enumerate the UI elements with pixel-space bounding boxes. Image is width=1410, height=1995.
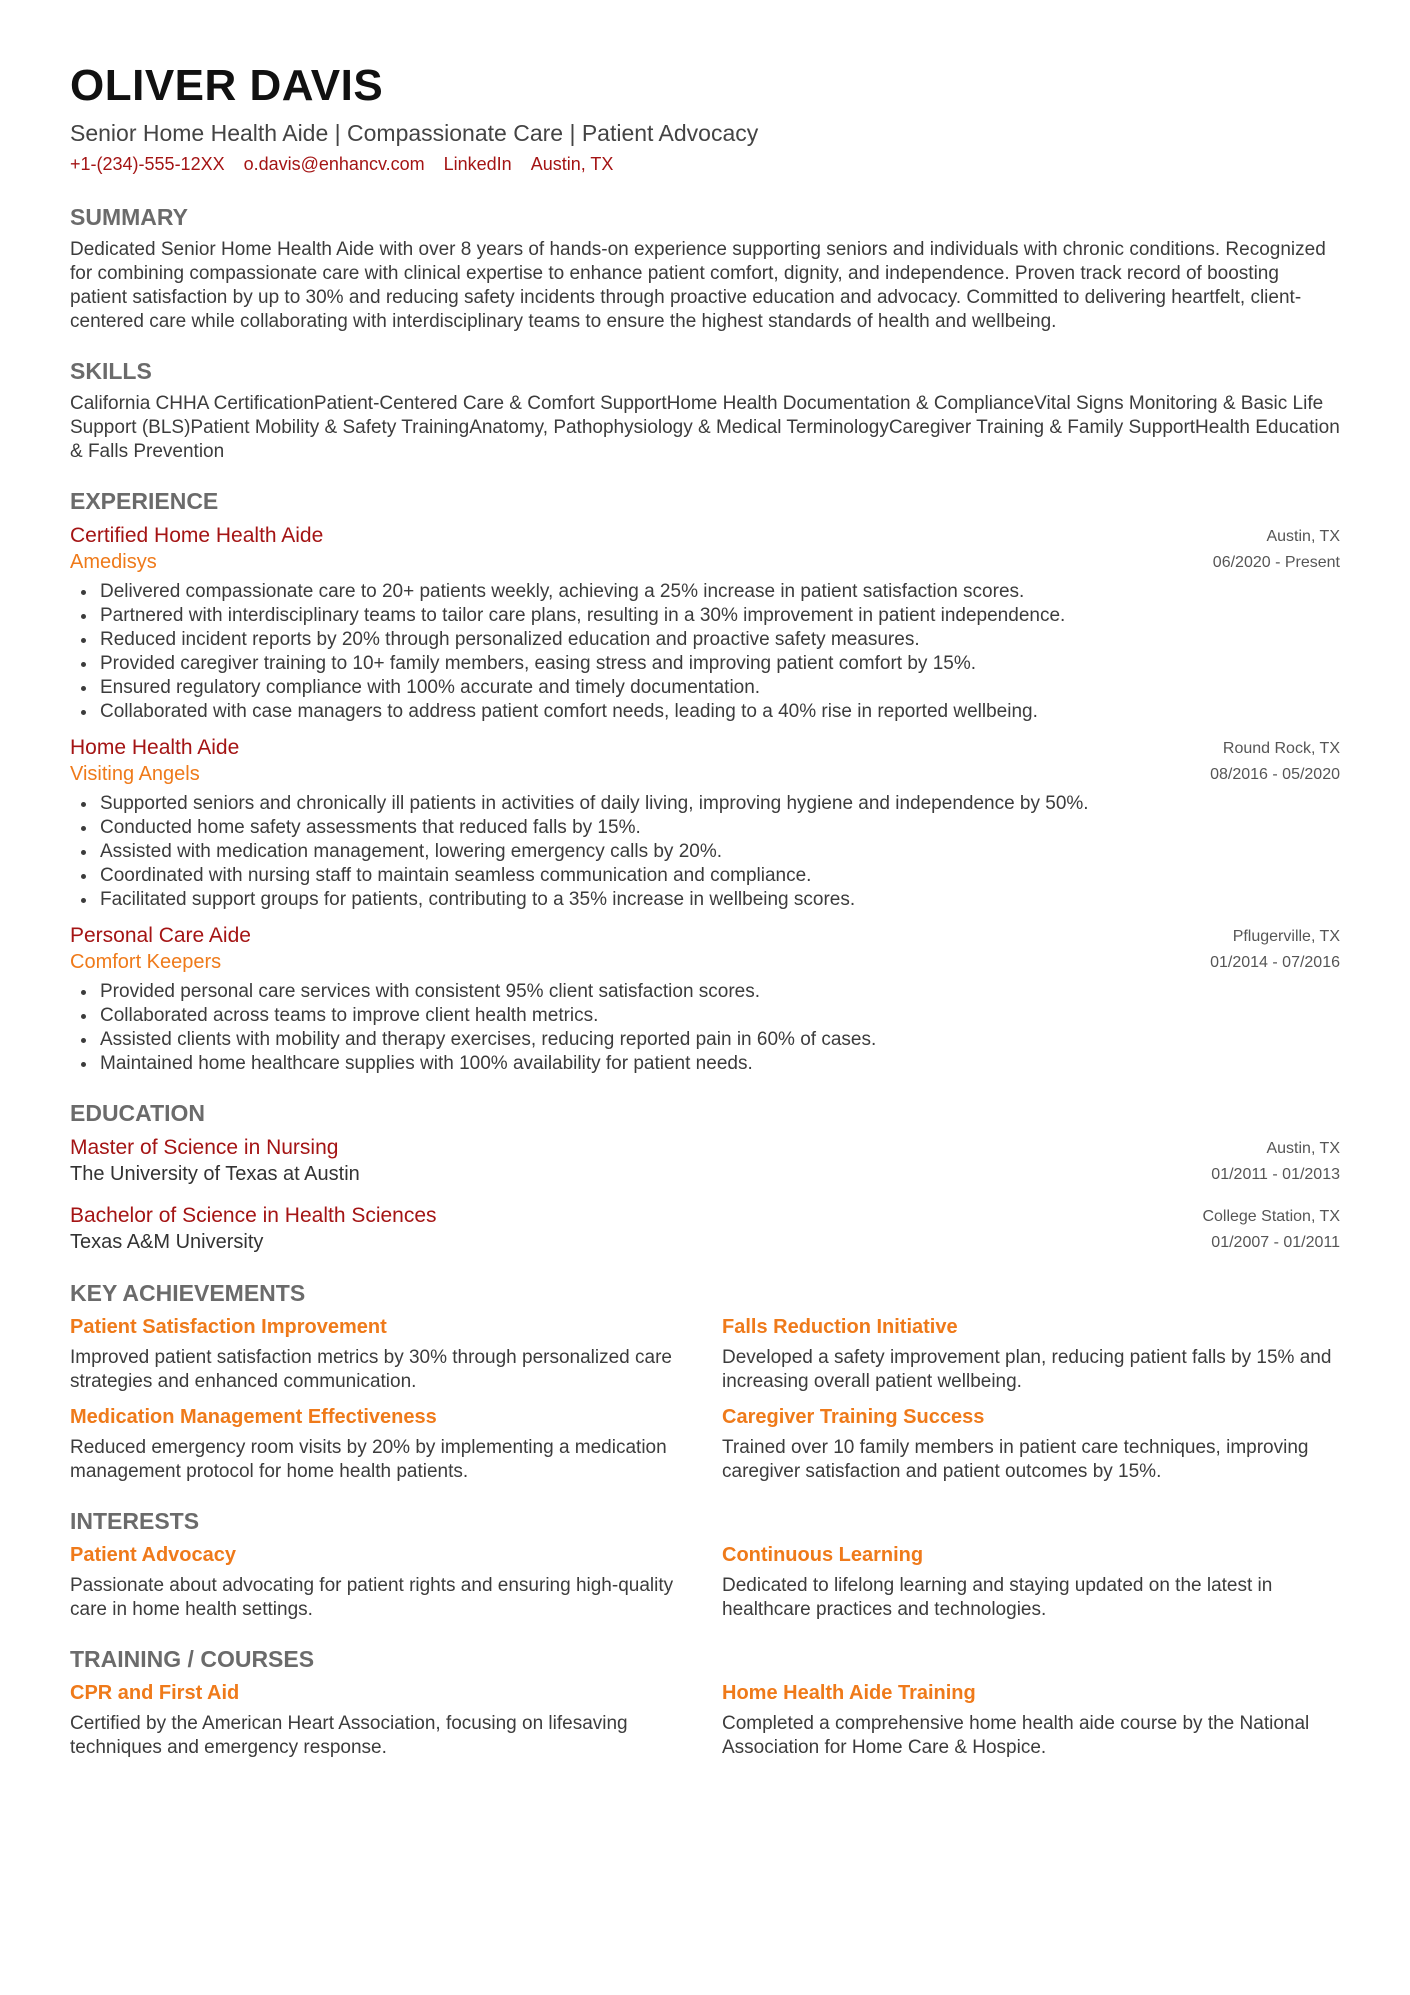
section-title-skills: SKILLS — [70, 358, 152, 384]
list-item: • Delivered compassionate care to 20+ patients weekly, achieving a 25% increase in patient satisfaction scores. — [98, 580, 1340, 604]
job-location: Round Rock, TX — [1222, 740, 1340, 757]
education-dates: 01/2007 - 01/2011 — [1211, 1234, 1340, 1251]
contact-line — [70, 152, 1340, 176]
job-location: Austin, TX — [1266, 528, 1340, 545]
job-dates: 01/2014 - 07/2016 — [1210, 954, 1340, 971]
training-title: Home Health Aide Training — [722, 1682, 976, 1704]
job-company: Amedisys — [70, 551, 157, 573]
skills-section — [70, 356, 1340, 464]
resume-header — [70, 60, 1340, 176]
experience-section — [70, 486, 1340, 1076]
job-dates: 08/2016 - 05/2020 — [1210, 766, 1340, 783]
achievement-text: Improved patient satisfaction metrics by 30% through personalized care strategies and enhanced communication. — [70, 1347, 672, 1392]
candidate-name: OLIVER DAVIS — [70, 61, 384, 110]
list-item: • Maintained home healthcare supplies with 100% availability for patient needs. — [98, 1052, 1340, 1076]
experience-entry — [70, 922, 1340, 976]
interest-text: Passionate about advocating for patient rights and ensuring high-quality care in home health settings. — [70, 1575, 674, 1620]
job-company: Visiting Angels — [70, 763, 200, 785]
section-title-education: EDUCATION — [70, 1100, 206, 1126]
job-role: Personal Care Aide — [70, 924, 251, 947]
achievement-title: Patient Satisfaction Improvement — [70, 1316, 387, 1338]
list-item: • Collaborated with case managers to address patient comfort needs, leading to a 40% rise in reported wellbeing. — [98, 700, 1340, 724]
experience-entry — [70, 522, 1340, 576]
achievement-title: Medication Management Effectiveness — [70, 1406, 437, 1428]
section-title-achievements: KEY ACHIEVEMENTS — [70, 1280, 306, 1306]
linkedin-link[interactable]: LinkedIn — [443, 154, 512, 174]
job-dates: 06/2020 - Present — [1212, 554, 1340, 571]
list-item: • Facilitated support groups for patients, contributing to a 35% increase in wellbeing scores. — [98, 888, 1340, 912]
list-item: • Supported seniors and chronically ill patients in activities of daily living, improving hygiene and independence by 50%. — [98, 792, 1340, 816]
degree-title: Master of Science in Nursing — [70, 1136, 339, 1159]
achievements-section — [70, 1278, 1340, 1484]
job-bullets — [70, 792, 1340, 912]
degree-title: Bachelor of Science in Health Sciences — [70, 1204, 437, 1227]
achievement-title: Falls Reduction Initiative — [722, 1316, 958, 1338]
job-role: Certified Home Health Aide — [70, 524, 324, 547]
achievement-card — [722, 1404, 1340, 1484]
interests-section — [70, 1506, 1340, 1622]
section-title-training: TRAINING / COURSES — [70, 1646, 315, 1672]
list-item: • Conducted home safety assessments that reduced falls by 15%. — [98, 816, 1340, 840]
school-name: Texas A&M University — [70, 1231, 264, 1253]
section-title-summary: SUMMARY — [70, 204, 188, 230]
education-location: Austin, TX — [1266, 1140, 1340, 1157]
interest-title: Patient Advocacy — [70, 1544, 236, 1566]
achievement-text: Reduced emergency room visits by 20% by implementing a medication management protocol for home health patients. — [70, 1437, 667, 1482]
interest-text: Dedicated to lifelong learning and staying updated on the latest in healthcare practices and technologies. — [722, 1575, 1273, 1620]
school-name: The University of Texas at Austin — [70, 1163, 360, 1185]
achievement-card — [70, 1314, 688, 1394]
education-location: College Station, TX — [1202, 1208, 1340, 1225]
interest-card — [70, 1542, 688, 1622]
training-title: CPR and First Aid — [70, 1682, 240, 1704]
list-item: • Ensured regulatory compliance with 100% accurate and timely documentation. — [98, 676, 1340, 700]
summary-text: Dedicated Senior Home Health Aide with over 8 years of hands-on experience supporting seniors and individuals with chronic conditions. Recognized for combining compassionate care with clinical expertise to enhance patient comfort, dignity, and independence. Proven track record of boosting patient satisfaction by up to 30% and reducing safety incidents through proactive education and advocacy. Committed to delivering heartfelt, client-centered care while collaborating with interdisciplinary teams to ensure the highest standards of health and wellbeing. — [70, 239, 1326, 332]
training-card — [722, 1680, 1340, 1760]
list-item: • Coordinated with nursing staff to maintain seamless communication and compliance. — [98, 864, 1340, 888]
achievement-text: Developed a safety improvement plan, reducing patient falls by 15% and increasing overall patient wellbeing. — [722, 1347, 1332, 1392]
job-bullets — [70, 980, 1340, 1076]
section-title-interests: INTERESTS — [70, 1508, 200, 1534]
list-item: • Provided caregiver training to 10+ family members, easing stress and improving patient comfort by 15%. — [98, 652, 1340, 676]
education-section — [70, 1098, 1340, 1256]
education-entry — [70, 1202, 1340, 1256]
location-text: Austin, TX — [530, 154, 614, 174]
email-link[interactable]: o.davis@enhancv.com — [243, 154, 425, 174]
list-item: • Collaborated across teams to improve client health metrics. — [98, 1004, 1340, 1028]
job-location: Pflugerville, TX — [1232, 928, 1340, 945]
experience-entry — [70, 734, 1340, 788]
interest-card — [722, 1542, 1340, 1622]
phone-link[interactable]: +1-(234)-555-12XX — [70, 154, 225, 174]
education-dates: 01/2011 - 01/2013 — [1211, 1166, 1340, 1183]
headline: Senior Home Health Aide | Compassionate Care | Patient Advocacy — [70, 120, 759, 146]
list-item: • Reduced incident reports by 20% through personalized education and proactive safety measures. — [98, 628, 1340, 652]
job-role: Home Health Aide — [70, 736, 240, 759]
education-entry — [70, 1134, 1340, 1188]
job-company: Comfort Keepers — [70, 951, 222, 973]
achievement-card — [70, 1404, 688, 1484]
achievement-card — [722, 1314, 1340, 1394]
training-text: Certified by the American Heart Association, focusing on lifesaving techniques and emergency response. — [70, 1713, 628, 1758]
list-item: • Provided personal care services with consistent 95% client satisfaction scores. — [98, 980, 1340, 1004]
list-item: • Assisted with medication management, lowering emergency calls by 20%. — [98, 840, 1340, 864]
summary-section — [70, 202, 1340, 334]
skills-text: California CHHA CertificationPatient-Centered Care & Comfort SupportHome Health Documentation & ComplianceVital Signs Monitoring & Basic Life Support (BLS)Patient Mobility & Safety TrainingAnatomy, Pathophysiology & Medical TerminologyCaregiver Training & Family SupportHealth Education & Falls Prevention — [70, 393, 1340, 462]
list-item: • Partnered with interdisciplinary teams to tailor care plans, resulting in a 30% improvement in patient independence. — [98, 604, 1340, 628]
achievement-text: Trained over 10 family members in patient care techniques, improving caregiver satisfaction and patient outcomes by 15%. — [722, 1437, 1309, 1482]
training-text: Completed a comprehensive home health aide course by the National Association for Home Care & Hospice. — [722, 1713, 1310, 1758]
section-title-experience: EXPERIENCE — [70, 488, 219, 514]
achievement-title: Caregiver Training Success — [722, 1406, 985, 1428]
training-section — [70, 1644, 1340, 1760]
training-card — [70, 1680, 688, 1760]
list-item: • Assisted clients with mobility and therapy exercises, reducing reported pain in 60% of cases. — [98, 1028, 1340, 1052]
interest-title: Continuous Learning — [722, 1544, 924, 1566]
job-bullets — [70, 580, 1340, 724]
